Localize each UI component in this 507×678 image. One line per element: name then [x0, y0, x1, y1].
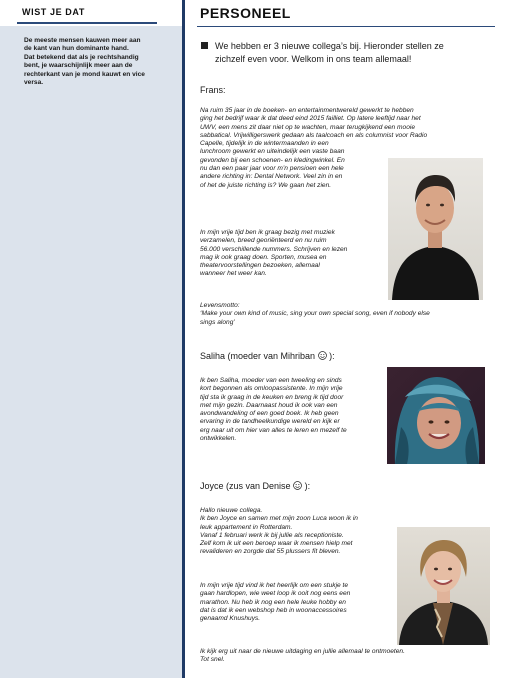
- bio-line: andere richting in: Dental Network. Veel zin in en: [200, 173, 343, 181]
- bio-line: nu dan een paar jaar voor m’n pensioen een hele: [200, 165, 344, 173]
- motto-line: ‘Make your own kind of music, sing your own special song, even if nobody else: [200, 310, 430, 318]
- smiley-icon: [318, 351, 327, 360]
- joyce-photo: [397, 527, 490, 645]
- bio-line: Hallo nieuwe collega.: [200, 507, 263, 514]
- bio-line: Vanaf 1 februari werk ik bij jullie als receptioniste.: [200, 531, 344, 539]
- bio-line: marathon. Nu heb ik nog een hele leuke hobby en: [200, 598, 346, 606]
- page-title: PERSONEEL: [200, 5, 291, 21]
- joyce-bio-1: [200, 507, 415, 557]
- sidebar-line: versa.: [24, 79, 44, 87]
- bio-line: gevonden bij een schoenen- en kledingwinkel. En: [200, 156, 345, 164]
- bio-line: kort begonnen als omloopassistente. In mijn vrije: [200, 385, 343, 393]
- bio-line: of het de juiste richting is? We gaan het zien.: [200, 181, 332, 189]
- sidebar-line: De meeste mensen kauwen meer aan: [24, 37, 141, 44]
- saliha-heading-text: Saliha (moeder van Mihriban: [200, 351, 316, 361]
- saliha-heading: [200, 351, 335, 361]
- saliha-heading-end: ):: [329, 351, 335, 361]
- sidebar-header: [0, 0, 182, 26]
- frans-photo: [388, 158, 483, 300]
- bio-line: revalideren en zorgde dat 55 plussers fit bleven.: [200, 548, 341, 556]
- motto-label: Levensmotto:: [200, 302, 240, 309]
- bio-line: dat is dat ik een webshop heb in woonaccessoires: [200, 606, 347, 614]
- bio-line: lunchroom gewerkt en uiteindelijk een vaste baan: [200, 148, 345, 156]
- sidebar-title: WIST JE DAT: [22, 7, 85, 17]
- bio-line: gaan hardlopen, wie weet loop ik ooit nog eens een: [200, 590, 351, 598]
- bio-line: Capelle, tijdelijk in de wintermaanden in een: [200, 140, 329, 148]
- bio-line: leuk appartement in Rotterdam.: [200, 523, 293, 531]
- sidebar-line: rechterkant van je mond kauwt en vice: [24, 70, 145, 78]
- bio-line: wanneer het weer kan.: [200, 270, 267, 278]
- sidebar-line: bent, je waarschijnlijk meer aan de: [24, 62, 133, 70]
- bio-line: Ik kijk erg uit naar de nieuwe uitdaging en jullie allemaal te ontmoeten.: [200, 648, 405, 655]
- bio-line: In mijn vrije tijd ben ik graag bezig met muziek: [200, 229, 335, 236]
- joyce-bio-2: [200, 582, 415, 623]
- bio-line: tijd sta ik graag in de keuken en breng ik tijd door: [200, 393, 344, 401]
- bullet-icon: [201, 42, 208, 49]
- intro-text: [215, 40, 477, 65]
- saliha-bio: [200, 377, 400, 443]
- bio-line: genaamd Knushuys.: [200, 615, 261, 623]
- bio-line: Ik ben Saliha, moeder van een tweeling en sinds: [200, 377, 342, 384]
- sidebar-body: [24, 37, 156, 87]
- intro-line: zichzelf even voor. Welkom in ons team allemaal!: [215, 53, 412, 64]
- sidebar-divider: [17, 22, 157, 24]
- bio-line: mag ik ook graag doen. Sporten, musea en: [200, 253, 327, 261]
- motto-line: sings along’: [200, 318, 235, 326]
- bio-line: met mijn gezin. Daarnaast houd ik ook van een: [200, 401, 338, 409]
- bio-line: UWV, een mens zit daar niet op te wachten, maar terugkijkend een mooie: [200, 123, 416, 131]
- title-divider: [197, 26, 495, 27]
- bio-line: 56.000 verschillende nummers. Schrijven en lezen: [200, 245, 348, 253]
- sidebar: [0, 0, 182, 678]
- joyce-bio-3: [200, 648, 500, 665]
- saliha-portrait: [387, 367, 485, 464]
- bio-line: Ik ben Joyce en samen met mijn zoon Luca woon ik in: [200, 515, 358, 523]
- saliha-photo: [387, 367, 485, 464]
- frans-portrait: [388, 158, 483, 300]
- bio-line: Na ruim 35 jaar in de boeken- en entertainmentwereld gewerkt te hebben: [200, 107, 414, 114]
- frans-bio-2: [200, 229, 410, 279]
- main-content: [185, 0, 507, 678]
- bio-line: Zelf kom ik uit een beroep waar ik mensen hielp met: [200, 540, 353, 548]
- bio-line: Tot snel.: [200, 656, 225, 664]
- bio-line: ontwikkelen.: [200, 435, 237, 443]
- bio-line: ervaring in de tandheelkundige wereld en kijk er: [200, 418, 340, 426]
- bio-line: In mijn vrije tijd vind ik het heerlijk om een stukje te: [200, 582, 349, 589]
- frans-motto: [200, 302, 505, 327]
- bio-line: avondwandeling of een goed boek. Ik heb geen: [200, 410, 339, 418]
- bio-line: sabbatical. Vrijwilligerswerk gedaan als taalcoach en als columnist voor Radio: [200, 131, 428, 139]
- frans-heading: Frans:: [200, 85, 226, 95]
- joyce-heading-end: ):: [304, 481, 311, 491]
- intro-line: We hebben er 3 nieuwe collega’s bij. Hieronder stellen ze: [215, 41, 444, 51]
- joyce-heading: [200, 481, 310, 491]
- bio-line: verzamelen, breed georiënteerd en nu ruim: [200, 237, 327, 245]
- bio-line: theatervoorstellingen bezoeken, allemaal: [200, 262, 320, 270]
- bio-line: ging het bedrijf waar ik dat deed eind 2015 failliet. Op latere leeftijd naar het: [200, 115, 421, 123]
- sidebar-line: de kant van hun dominante hand.: [24, 45, 129, 53]
- sidebar-line: Dat betekend dat als je rechtshandig: [24, 53, 139, 61]
- joyce-heading-text: Joyce (zus van Denise: [200, 481, 291, 491]
- smiley-icon: [293, 481, 302, 490]
- bio-line: erg naar uit om hier van alles te leren en mezelf te: [200, 426, 347, 434]
- joyce-portrait: [397, 527, 490, 645]
